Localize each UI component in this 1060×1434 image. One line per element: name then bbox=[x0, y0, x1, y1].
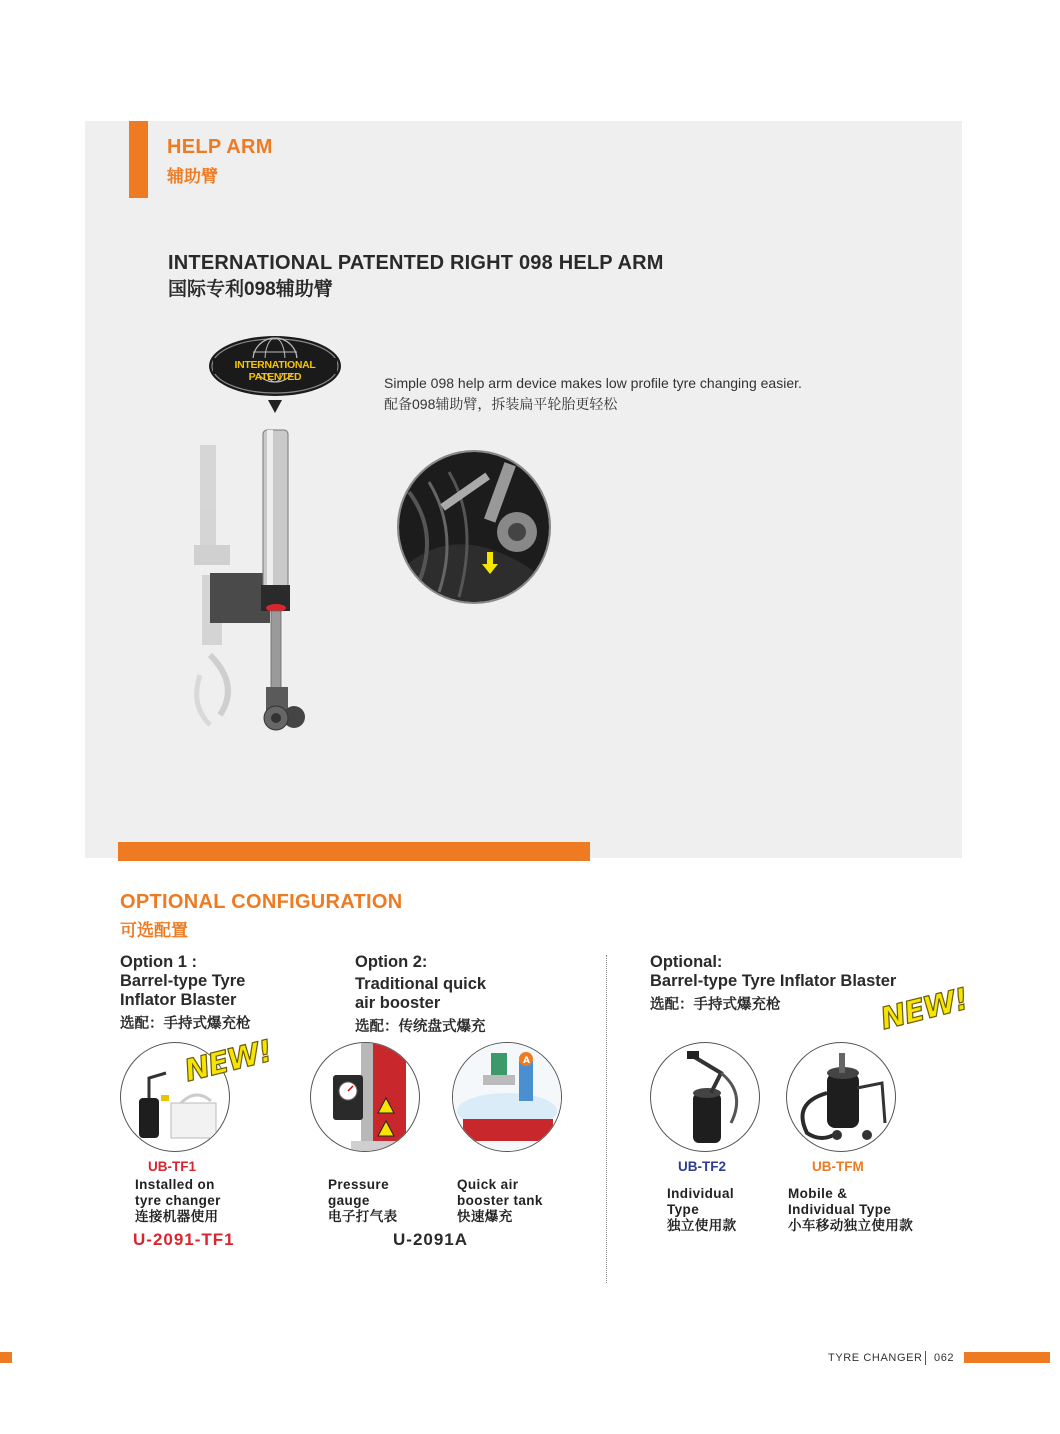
help-arm-illustration bbox=[190, 425, 320, 745]
option1-desc-line2: tyre changer bbox=[135, 1193, 221, 1208]
option3-desc-b-line2: Individual Type bbox=[788, 1202, 892, 1217]
option3-desc-a-cn: 独立使用款 bbox=[667, 1218, 737, 1233]
options-divider bbox=[606, 955, 607, 1283]
option3-desc-a-line1: Individual bbox=[667, 1186, 735, 1201]
new-badge-option1: NEW! bbox=[181, 1033, 276, 1090]
option2-model: U-2091A bbox=[393, 1230, 469, 1249]
option2-item-b-line2: booster tank bbox=[457, 1193, 543, 1208]
option2-item-a-cn: 电子打气表 bbox=[328, 1209, 398, 1224]
option2-title-line2: Traditional quick bbox=[355, 975, 487, 993]
new-badge-option3: NEW! bbox=[877, 981, 972, 1038]
option3-code-b: UB-TFM bbox=[812, 1159, 864, 1174]
option2-item-a-line2: gauge bbox=[328, 1193, 370, 1208]
option1-desc-line1: Installed on bbox=[135, 1177, 215, 1192]
patented-badge-text: INTERNATIONAL PATENTED bbox=[234, 359, 316, 383]
option2-item-b-line1: Quick air bbox=[457, 1177, 519, 1192]
footer-left-marker bbox=[0, 1352, 12, 1363]
option3-desc-b-cn: 小车移动独立使用款 bbox=[788, 1218, 914, 1233]
option2-title-cn: 选配：传统盘式爆充 bbox=[355, 1019, 486, 1035]
option3-title-cn: 选配：手持式爆充枪 bbox=[650, 997, 781, 1013]
option1-title-line2: Barrel-type Tyre bbox=[120, 972, 246, 990]
section-marker-bar bbox=[129, 121, 148, 198]
help-arm-heading-cn: 辅助臂 bbox=[167, 167, 218, 186]
option3-title-line1: Optional: bbox=[650, 953, 723, 971]
footer-page-number: 062 bbox=[934, 1352, 955, 1364]
option3-title-line2: Barrel-type Tyre Inflator Blaster bbox=[650, 972, 897, 990]
patented-badge bbox=[208, 334, 342, 416]
ub-tfm-photo bbox=[786, 1042, 896, 1152]
optional-heading: OPTIONAL CONFIGURATION bbox=[120, 891, 403, 913]
ub-tf2-photo bbox=[650, 1042, 760, 1152]
option2-title-line1: Option 2: bbox=[355, 953, 428, 971]
option1-title-line3: Inflator Blaster bbox=[120, 991, 237, 1009]
help-arm-description-cn: 配备098辅助臂，拆装扁平轮胎更轻松 bbox=[384, 396, 618, 412]
option1-model: U-2091-TF1 bbox=[133, 1230, 235, 1249]
pressure-gauge-photo bbox=[310, 1042, 420, 1152]
option2-title-line3: air booster bbox=[355, 994, 441, 1012]
option2-item-a-line1: Pressure bbox=[328, 1177, 389, 1192]
svg-text:A: A bbox=[523, 1056, 530, 1066]
help-arm-heading: HELP ARM bbox=[167, 136, 273, 158]
booster-tank-photo bbox=[452, 1042, 562, 1152]
option3-desc-a-line2: Type bbox=[667, 1202, 700, 1217]
option1-desc-cn: 连接机器使用 bbox=[135, 1209, 219, 1224]
option3-code-a: UB-TF2 bbox=[678, 1159, 726, 1174]
help-arm-title: INTERNATIONAL PATENTED RIGHT 098 HELP ARM bbox=[168, 252, 664, 274]
option1-title-line1: Option 1 : bbox=[120, 953, 197, 971]
footer-section-label: TYRE CHANGER bbox=[828, 1352, 923, 1364]
option1-title-cn: 选配：手持式爆充枪 bbox=[120, 1016, 251, 1032]
help-arm-description: Simple 098 help arm device makes low profile tyre changing easier. bbox=[384, 375, 802, 391]
option3-desc-b-line1: Mobile & bbox=[788, 1186, 848, 1201]
footer-right-bar bbox=[964, 1352, 1050, 1363]
footer-separator bbox=[925, 1351, 926, 1365]
option2-item-b-cn: 快速爆充 bbox=[457, 1209, 513, 1224]
option1-code: UB-TF1 bbox=[148, 1159, 196, 1174]
help-arm-detail-photo bbox=[397, 450, 551, 604]
section-divider-bar bbox=[118, 842, 590, 861]
help-arm-title-cn: 国际专利098辅助臂 bbox=[168, 279, 333, 300]
optional-heading-cn: 可选配置 bbox=[120, 921, 188, 940]
